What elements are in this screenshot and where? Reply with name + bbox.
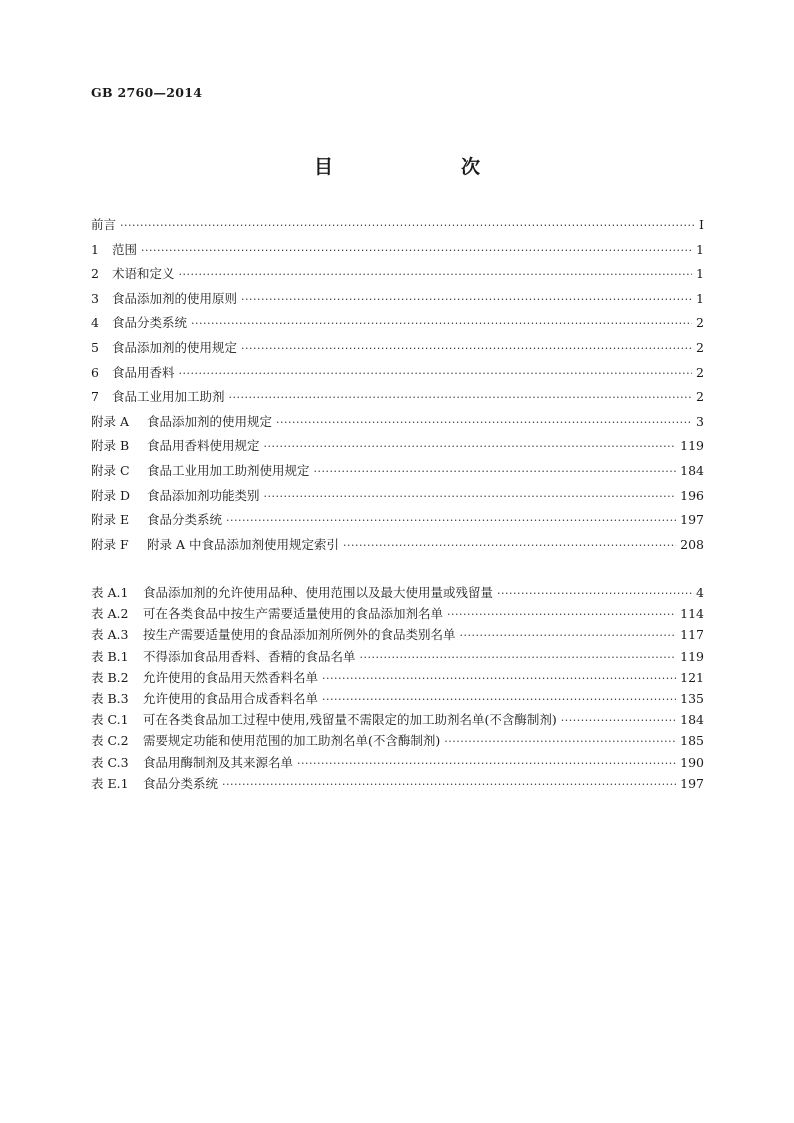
dot-leader bbox=[360, 651, 677, 664]
toc-entry[interactable] bbox=[91, 535, 704, 560]
page-number: 2 bbox=[696, 315, 704, 331]
entry-title: 食品添加剂的使用规定 bbox=[112, 339, 238, 355]
entry-title: 食品工业用加工助剂 bbox=[112, 389, 225, 405]
entry-title: 范围 bbox=[112, 241, 138, 257]
page-number: 185 bbox=[680, 733, 704, 749]
entry-number: 表 C.2 bbox=[91, 733, 129, 749]
page-number: 121 bbox=[680, 669, 704, 685]
entry-title: 不得添加食品用香料、香精的食品名单 bbox=[143, 648, 356, 664]
page-number: 119 bbox=[680, 648, 704, 664]
toc-entry[interactable] bbox=[91, 215, 704, 240]
toc-entry[interactable] bbox=[91, 289, 704, 314]
dot-leader bbox=[343, 539, 676, 552]
dot-leader bbox=[179, 367, 693, 380]
entry-title: 食品用酶制剂及其来源名单 bbox=[143, 754, 294, 770]
entry-number: 表 C.3 bbox=[91, 754, 129, 770]
toc-entry[interactable] bbox=[91, 313, 704, 338]
entry-title: 允许使用的食品用合成香料名单 bbox=[143, 690, 319, 706]
entry-title: 食品用香料 bbox=[112, 364, 175, 380]
dot-leader bbox=[229, 391, 693, 404]
dot-leader bbox=[222, 778, 676, 791]
entry-title: 食品分类系统 bbox=[143, 775, 219, 791]
toc-entry[interactable] bbox=[91, 486, 704, 511]
entry-title: 需要规定功能和使用范围的加工助剂名单(不含酶制剂) bbox=[143, 733, 441, 749]
entry-title: 食品工业用加工助剂使用规定 bbox=[147, 462, 310, 478]
dot-leader bbox=[314, 465, 677, 478]
dot-leader bbox=[264, 440, 677, 453]
table-entry[interactable] bbox=[91, 689, 704, 710]
table-entry[interactable] bbox=[91, 604, 704, 625]
entry-number: 表 B.1 bbox=[91, 648, 129, 664]
entry-number: 附录 B bbox=[91, 438, 130, 454]
entry-number: 表 C.1 bbox=[91, 712, 129, 728]
page-number: 184 bbox=[680, 462, 704, 478]
dot-leader bbox=[460, 629, 677, 642]
entry-number: 表 E.1 bbox=[91, 775, 129, 791]
page-number: Ⅰ bbox=[699, 217, 704, 232]
toc-entry[interactable] bbox=[91, 387, 704, 412]
page-number: 1 bbox=[696, 241, 704, 257]
page-number: 208 bbox=[680, 536, 704, 552]
page-number: 2 bbox=[696, 364, 704, 380]
dot-leader bbox=[241, 293, 692, 306]
page-title: 目 次 bbox=[313, 156, 510, 178]
page-number: 2 bbox=[696, 389, 704, 405]
entry-number: 6 bbox=[91, 364, 99, 380]
entry-title: 食品添加剂的允许使用品种、使用范围以及最大使用量或残留量 bbox=[143, 585, 494, 600]
entry-number: 3 bbox=[91, 290, 99, 306]
table-entry[interactable] bbox=[91, 647, 704, 668]
table-entry[interactable] bbox=[91, 668, 704, 689]
page-number: 3 bbox=[696, 413, 704, 429]
dot-leader bbox=[322, 672, 676, 685]
dot-leader bbox=[241, 342, 692, 355]
toc-entry[interactable] bbox=[91, 240, 704, 265]
table-entry[interactable] bbox=[91, 774, 704, 795]
entry-number: 附录 F bbox=[91, 536, 129, 552]
page-number: 1 bbox=[696, 266, 704, 282]
toc-entry[interactable] bbox=[91, 461, 704, 486]
entry-number: 表 B.2 bbox=[91, 669, 129, 685]
table-entry[interactable] bbox=[91, 710, 704, 731]
entry-number: 表 A.2 bbox=[91, 606, 129, 622]
toc-entry[interactable] bbox=[91, 363, 704, 388]
dot-leader bbox=[276, 416, 692, 429]
dot-leader bbox=[264, 490, 677, 503]
dot-leader bbox=[191, 317, 692, 330]
entry-title: 食品分类系统 bbox=[147, 512, 223, 528]
dot-leader bbox=[297, 757, 676, 770]
entry-title: 食品添加剂的使用规定 bbox=[147, 413, 273, 429]
entry-title: 食品添加剂的使用原则 bbox=[112, 290, 238, 306]
entry-number: 4 bbox=[91, 315, 99, 331]
table-entry[interactable] bbox=[91, 731, 704, 752]
entry-title: 允许使用的食品用天然香料名单 bbox=[143, 669, 319, 685]
toc-list bbox=[91, 215, 704, 559]
entry-number: 附录 A bbox=[91, 413, 130, 429]
table-entry[interactable] bbox=[91, 753, 704, 774]
entry-title: 食品添加剂功能类别 bbox=[147, 487, 260, 503]
entry-title: 术语和定义 bbox=[112, 266, 175, 282]
dot-leader bbox=[447, 608, 676, 621]
entry-number: 5 bbox=[91, 339, 99, 355]
dot-leader bbox=[444, 735, 676, 748]
entry-number: 附录 D bbox=[91, 487, 130, 503]
table-entry[interactable] bbox=[91, 583, 704, 604]
entry-title: 可在各类食品中按生产需要适量使用的食品添加剂名单 bbox=[143, 606, 444, 622]
dot-leader bbox=[179, 268, 693, 281]
entry-title: 前言 bbox=[91, 217, 117, 232]
entry-title: 可在各类食品加工过程中使用,残留量不需限定的加工助剂名单(不含酶制剂) bbox=[143, 712, 557, 728]
table-list bbox=[91, 583, 704, 795]
entry-number: 表 A.1 bbox=[91, 585, 129, 600]
entry-title: 食品用香料使用规定 bbox=[147, 438, 260, 454]
page-number: 196 bbox=[680, 487, 704, 503]
entry-number: 表 A.3 bbox=[91, 627, 129, 643]
dot-leader bbox=[561, 714, 676, 727]
entry-title: 附录 A 中食品添加剂使用规定索引 bbox=[147, 536, 339, 552]
page-number: 4 bbox=[696, 585, 704, 600]
standard-code: GB 2760—2014 bbox=[91, 85, 203, 100]
entry-title: 按生产需要适量使用的食品添加剂所例外的食品类别名单 bbox=[143, 627, 456, 643]
toc-entry[interactable] bbox=[91, 436, 704, 461]
page-number: 197 bbox=[680, 775, 704, 791]
toc-entry[interactable] bbox=[91, 510, 704, 535]
page-number: 119 bbox=[680, 438, 704, 454]
toc-entry[interactable] bbox=[91, 338, 704, 363]
toc-entry[interactable] bbox=[91, 264, 704, 289]
dot-leader bbox=[226, 514, 676, 527]
dot-leader bbox=[322, 693, 676, 706]
entry-number: 附录 E bbox=[91, 512, 130, 528]
page-number: 190 bbox=[680, 754, 704, 770]
page-number: 197 bbox=[680, 512, 704, 528]
page-number: 114 bbox=[680, 606, 704, 622]
entry-number: 附录 C bbox=[91, 462, 130, 478]
entry-number: 1 bbox=[91, 241, 99, 257]
dot-leader bbox=[497, 587, 692, 600]
dot-leader bbox=[141, 244, 692, 257]
page-number: 2 bbox=[696, 339, 704, 355]
entry-title: 食品分类系统 bbox=[112, 315, 188, 331]
page-number: 184 bbox=[680, 712, 704, 728]
dot-leader bbox=[120, 219, 695, 232]
entry-number: 表 B.3 bbox=[91, 690, 129, 706]
page-number: 117 bbox=[680, 627, 704, 643]
page-number: 1 bbox=[696, 290, 704, 306]
entry-number: 2 bbox=[91, 266, 99, 282]
page-number: 135 bbox=[680, 690, 704, 706]
entry-number: 7 bbox=[91, 389, 99, 405]
table-entry[interactable] bbox=[91, 625, 704, 646]
toc-entry[interactable] bbox=[91, 412, 704, 437]
